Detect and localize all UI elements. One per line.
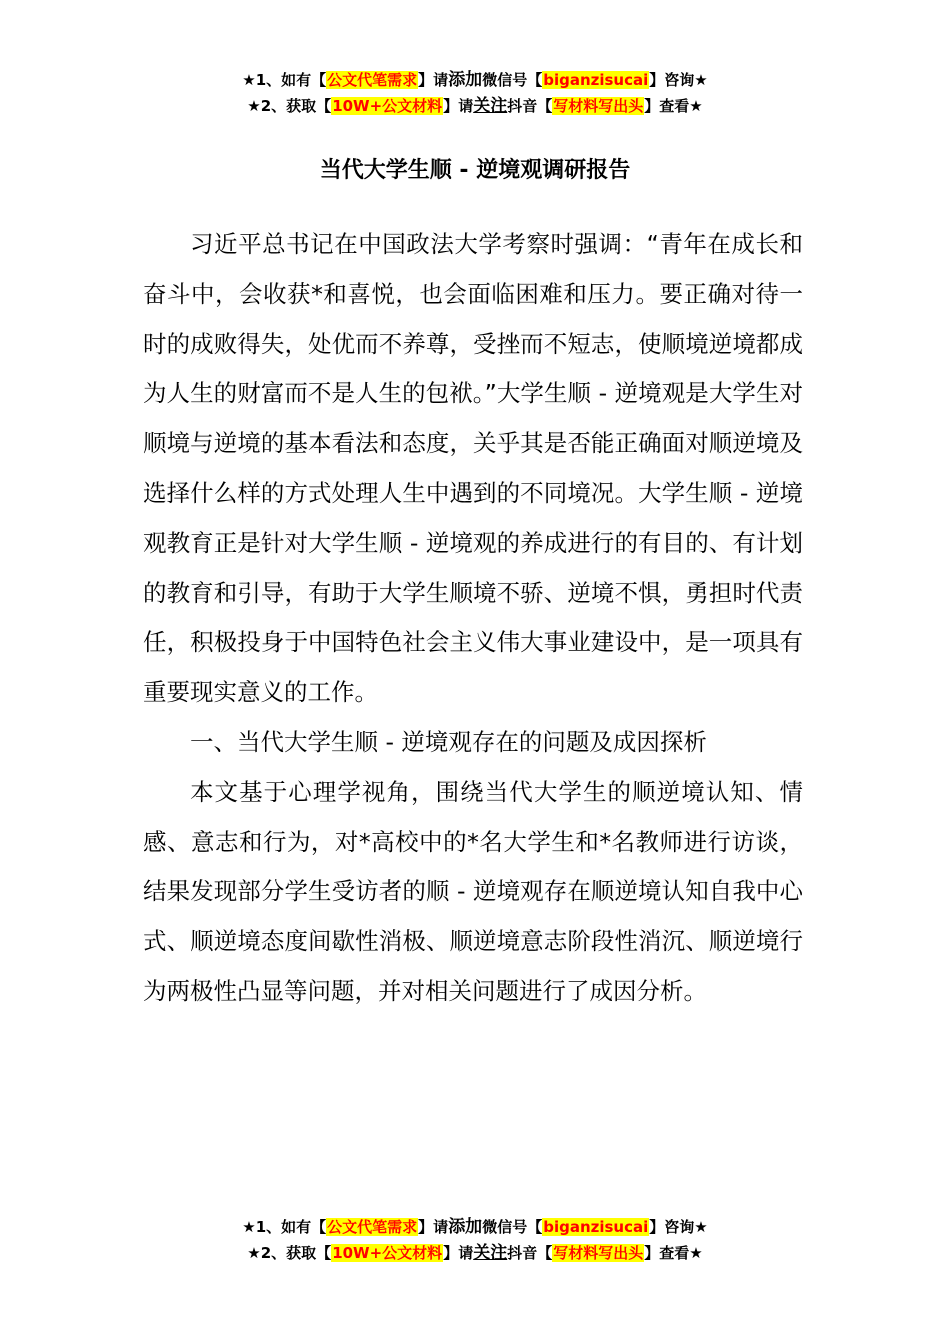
banner-text: ★2、获取【: [247, 1244, 332, 1262]
banner-emphasis: 添加: [448, 70, 483, 90]
banner-text: 】查看★: [644, 97, 703, 115]
header-banner: [0, 67, 950, 119]
section-heading-1: 一、当代大学生顺 - 逆境观存在的问题及成因探析: [190, 727, 707, 756]
paragraph-intro: 习近平总书记在中国政法大学考察时强调：“青年在成长和奋斗中，会收获*和喜悦，也会面临困难和压力。要正确对待一时的成败得失，处优而不养尊，受挫而不短志，使顺境逆境都成为人生的财富而不是人生的包袱。”大学生顺 - 逆境观是大学生对顺境与逆境的基本看法和态度，关乎其是否能正确面对顺逆境及选择什么样的方式处理人生中遇到的不同境况。大学生顺 - 逆境观教育正是针对大学生顺 - 逆境观的养成进行的有目的、有计划的教育和引导，有助于大学生顺境不骄、逆境不惧，勇担时代责任，积极投身于中国特色社会主义伟大事业建设中，是一项具有重要现实意义的工作。: [143, 230, 803, 707]
highlight-wechat-id: biganzisucai: [543, 1218, 649, 1236]
banner-text: 】请: [443, 97, 474, 115]
highlight-service: 公文代笔需求: [327, 71, 418, 89]
banner-text: 】请: [418, 71, 449, 89]
banner-text: 微信号【: [482, 71, 543, 89]
banner-line-2: [0, 1240, 950, 1266]
banner-text: 抖音【: [507, 1244, 553, 1262]
footer-banner: [0, 1214, 950, 1266]
banner-text: 】查看★: [644, 1244, 703, 1262]
document-body: [143, 220, 803, 1017]
banner-emphasis: 添加: [448, 1217, 483, 1237]
banner-emphasis: 关注: [473, 1243, 508, 1263]
banner-line-1: [0, 67, 950, 93]
banner-line-1: [0, 1214, 950, 1240]
banner-text: ★2、获取【: [247, 97, 332, 115]
banner-emphasis: 关注: [473, 96, 508, 116]
highlight-douyin-id: 写材料写出头: [553, 1244, 644, 1262]
banner-text: 】请: [418, 1218, 449, 1236]
banner-line-2: [0, 93, 950, 119]
highlight-materials: 10W+公文材料: [332, 97, 443, 115]
highlight-wechat-id: biganzisucai: [543, 71, 649, 89]
banner-text: 微信号【: [482, 1218, 543, 1236]
banner-text: ★1、如有【: [242, 1218, 327, 1236]
banner-text: 】请: [443, 1244, 474, 1262]
paragraph-section-1: 本文基于心理学视角，围绕当代大学生的顺逆境认知、情感、意志和行为，对*高校中的*名大学生和*名教师进行访谈，结果发现部分学生受访者的顺 - 逆境观存在顺逆境认知自我中心式、顺逆境态度间歇性消极、顺逆境意志阶段性消沉、顺逆境行为两极性凸显等问题，并对相关问题进行了成因分析。: [143, 777, 803, 1005]
banner-text: 】咨询★: [649, 71, 708, 89]
highlight-douyin-id: 写材料写出头: [553, 97, 644, 115]
banner-text: 】咨询★: [649, 1218, 708, 1236]
highlight-service: 公文代笔需求: [327, 1218, 418, 1236]
document-title: 当代大学生顺 - 逆境观调研报告: [319, 158, 631, 183]
banner-text: 抖音【: [507, 97, 553, 115]
banner-text: ★1、如有【: [242, 71, 327, 89]
highlight-materials: 10W+公文材料: [332, 1244, 443, 1262]
